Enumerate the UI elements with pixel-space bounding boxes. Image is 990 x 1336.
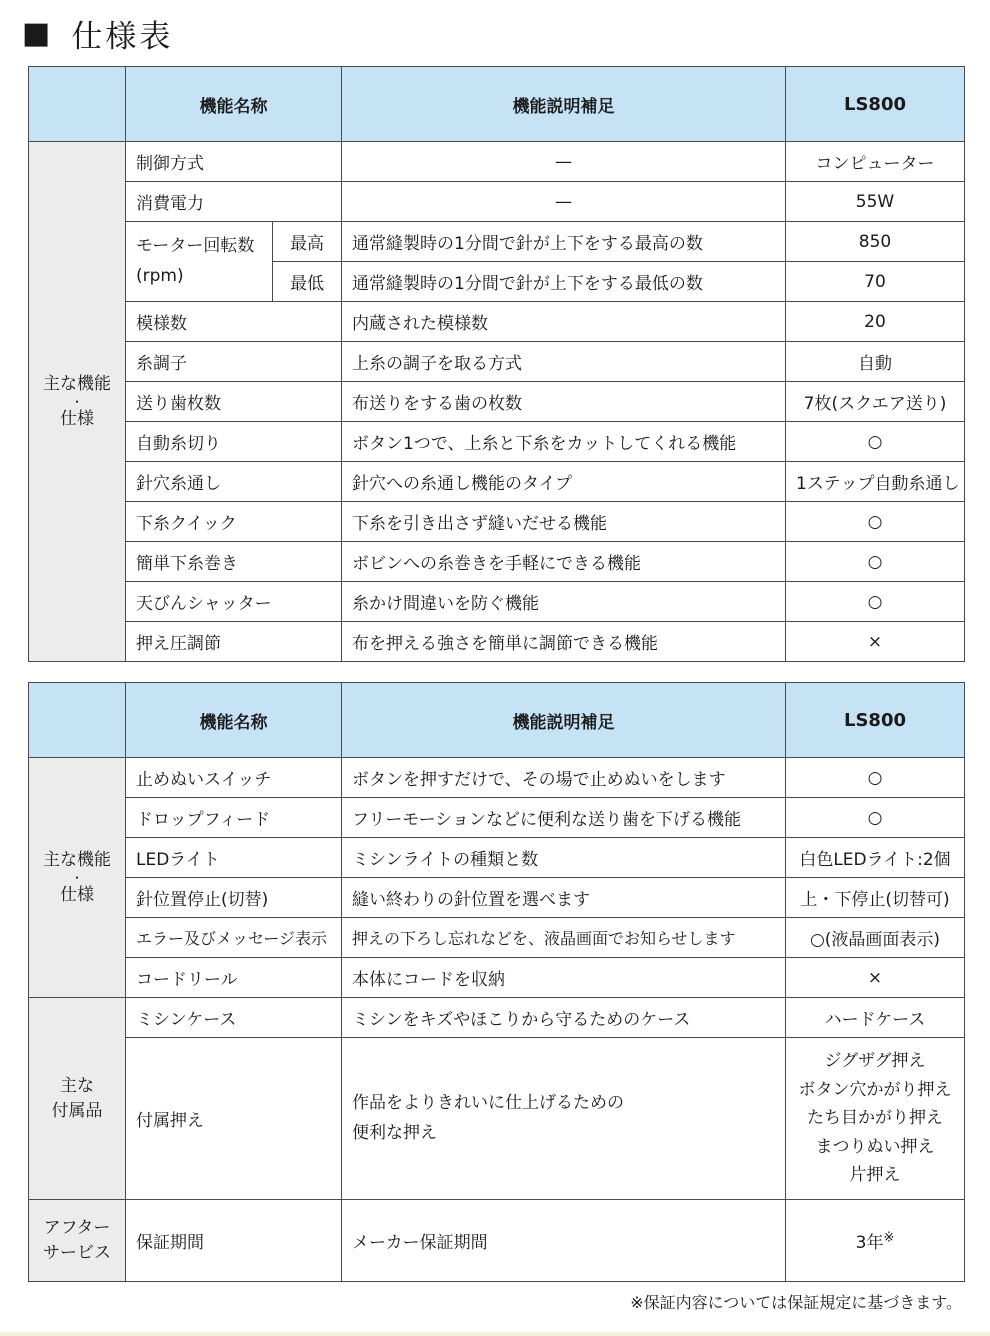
row-value: ○ [786, 758, 965, 798]
table-row [29, 918, 965, 958]
row-name: コードリール [126, 958, 342, 998]
header-model: LS800 [786, 67, 965, 142]
row-desc: 通常縫製時の1分間で針が上下をする最低の数 [342, 262, 786, 302]
row-name: ミシンケース [126, 998, 342, 1038]
table-row [29, 502, 965, 542]
row-name: 天びんシャッター [126, 582, 342, 622]
note-mark: ※ [883, 1230, 895, 1246]
table-row [29, 622, 965, 662]
row-name: 制御方式 [126, 142, 342, 182]
row-value: ○ [786, 422, 965, 462]
header-description: 機能説明補足 [342, 67, 786, 142]
bottom-strip [0, 1332, 990, 1336]
row-name: ドロップフィード [126, 798, 342, 838]
row-desc: 布送りをする歯の枚数 [342, 382, 786, 422]
table-row [29, 142, 965, 182]
spec-table-1 [28, 66, 965, 662]
row-desc: ボタンを押すだけで、その場で止めぬいをします [342, 758, 786, 798]
row-name: 針穴糸通し [126, 462, 342, 502]
row-value: 20 [786, 302, 965, 342]
row-desc: フリーモーションなどに便利な送り歯を下げる機能 [342, 798, 786, 838]
row-name: 模様数 [126, 302, 342, 342]
table-row [29, 878, 965, 918]
row-value: ハードケース [786, 998, 965, 1038]
row-sublabel-min: 最低 [273, 262, 342, 302]
category-accessories: 主な 付属品 [29, 998, 126, 1200]
row-name: 止めぬいスイッチ [126, 758, 342, 798]
row-name: 簡単下糸巻き [126, 542, 342, 582]
row-value: 70 [786, 262, 965, 302]
table-row [29, 1038, 965, 1200]
table-row [29, 302, 965, 342]
row-desc: 本体にコードを収納 [342, 958, 786, 998]
row-desc: — [342, 182, 786, 222]
row-value: ○ [786, 582, 965, 622]
table-row [29, 582, 965, 622]
row-sublabel-max: 最高 [273, 222, 342, 262]
table-row [29, 222, 965, 262]
row-value: 3年※ [786, 1200, 965, 1282]
row-name: 押え圧調節 [126, 622, 342, 662]
table-row [29, 758, 965, 798]
row-desc: ミシンをキズやほこりから守るためのケース [342, 998, 786, 1038]
table-row [29, 542, 965, 582]
table-row [29, 422, 965, 462]
table-row [29, 958, 965, 998]
header-empty [29, 683, 126, 758]
header-model: LS800 [786, 683, 965, 758]
row-value: ○ [786, 798, 965, 838]
table-row [29, 382, 965, 422]
row-desc: 押えの下ろし忘れなどを、液晶画面でお知らせします [342, 918, 786, 958]
row-value: 白色LEDライト:2個 [786, 838, 965, 878]
row-desc: ボビンへの糸巻きを手軽にできる機能 [342, 542, 786, 582]
row-value-list: ジグザグ押え ボタン穴かがり押え たち目かがり押え まつりぬい押え 片押え [786, 1038, 965, 1200]
row-desc: — [342, 142, 786, 182]
row-value: 7枚(スクエア送り) [786, 382, 965, 422]
row-desc: 内蔵された模様数 [342, 302, 786, 342]
category-main-function: 主な機能 ・ 仕様 [29, 142, 126, 662]
header-empty [29, 67, 126, 142]
category-after-service: アフター サービス [29, 1200, 126, 1282]
row-name: 針位置停止(切替) [126, 878, 342, 918]
spec-table-2 [28, 682, 965, 1282]
row-desc: メーカー保証期間 [342, 1200, 786, 1282]
row-name-motor: モーター回転数 (rpm) [126, 222, 273, 302]
row-value: × [786, 958, 965, 998]
row-name: 自動糸切り [126, 422, 342, 462]
row-value: ○(液晶画面表示) [786, 918, 965, 958]
row-desc: 糸かけ間違いを防ぐ機能 [342, 582, 786, 622]
row-value: コンピューター [786, 142, 965, 182]
row-desc: 針穴への糸通し機能のタイプ [342, 462, 786, 502]
table-row [29, 838, 965, 878]
table-row [29, 798, 965, 838]
row-value: 55W [786, 182, 965, 222]
row-name: 消費電力 [126, 182, 342, 222]
row-value: ○ [786, 542, 965, 582]
header-description: 機能説明補足 [342, 683, 786, 758]
header-row [29, 683, 965, 758]
row-desc: 布を押える強さを簡単に調節できる機能 [342, 622, 786, 662]
table-row [29, 462, 965, 502]
row-name: LEDライト [126, 838, 342, 878]
row-desc: 通常縫製時の1分間で針が上下をする最高の数 [342, 222, 786, 262]
row-value: 1ステップ自動糸通し [786, 462, 965, 502]
table-row [29, 1200, 965, 1282]
square-bullet-icon: ■ [22, 15, 54, 51]
row-name: 糸調子 [126, 342, 342, 382]
row-value: 上・下停止(切替可) [786, 878, 965, 918]
row-desc: 縫い終わりの針位置を選べます [342, 878, 786, 918]
row-desc: ミシンライトの種類と数 [342, 838, 786, 878]
row-name: エラー及びメッセージ表示 [126, 918, 342, 958]
table-row [29, 342, 965, 382]
category-main-function: 主な機能 ・ 仕様 [29, 758, 126, 998]
footnote: ※保証内容については保証規定に基づきます。 [630, 1293, 962, 1312]
page-title-text: 仕様表 [71, 18, 174, 55]
row-name: 保証期間 [126, 1200, 342, 1282]
header-row [29, 67, 965, 142]
row-desc: 上糸の調子を取る方式 [342, 342, 786, 382]
row-value: ○ [786, 502, 965, 542]
table-row [29, 998, 965, 1038]
row-desc: 下糸を引き出さず縫いだせる機能 [342, 502, 786, 542]
table-row [29, 182, 965, 222]
row-name: 下糸クイック [126, 502, 342, 542]
row-value: 850 [786, 222, 965, 262]
row-value: × [786, 622, 965, 662]
header-feature: 機能名称 [126, 683, 342, 758]
row-desc: ボタン1つで、上糸と下糸をカットしてくれる機能 [342, 422, 786, 462]
row-name: 送り歯枚数 [126, 382, 342, 422]
page-title [22, 8, 173, 58]
header-feature: 機能名称 [126, 67, 342, 142]
row-value: 自動 [786, 342, 965, 382]
row-name: 付属押え [126, 1038, 342, 1200]
row-desc: 作品をよりきれいに仕上げるための 便利な押え [342, 1038, 786, 1200]
